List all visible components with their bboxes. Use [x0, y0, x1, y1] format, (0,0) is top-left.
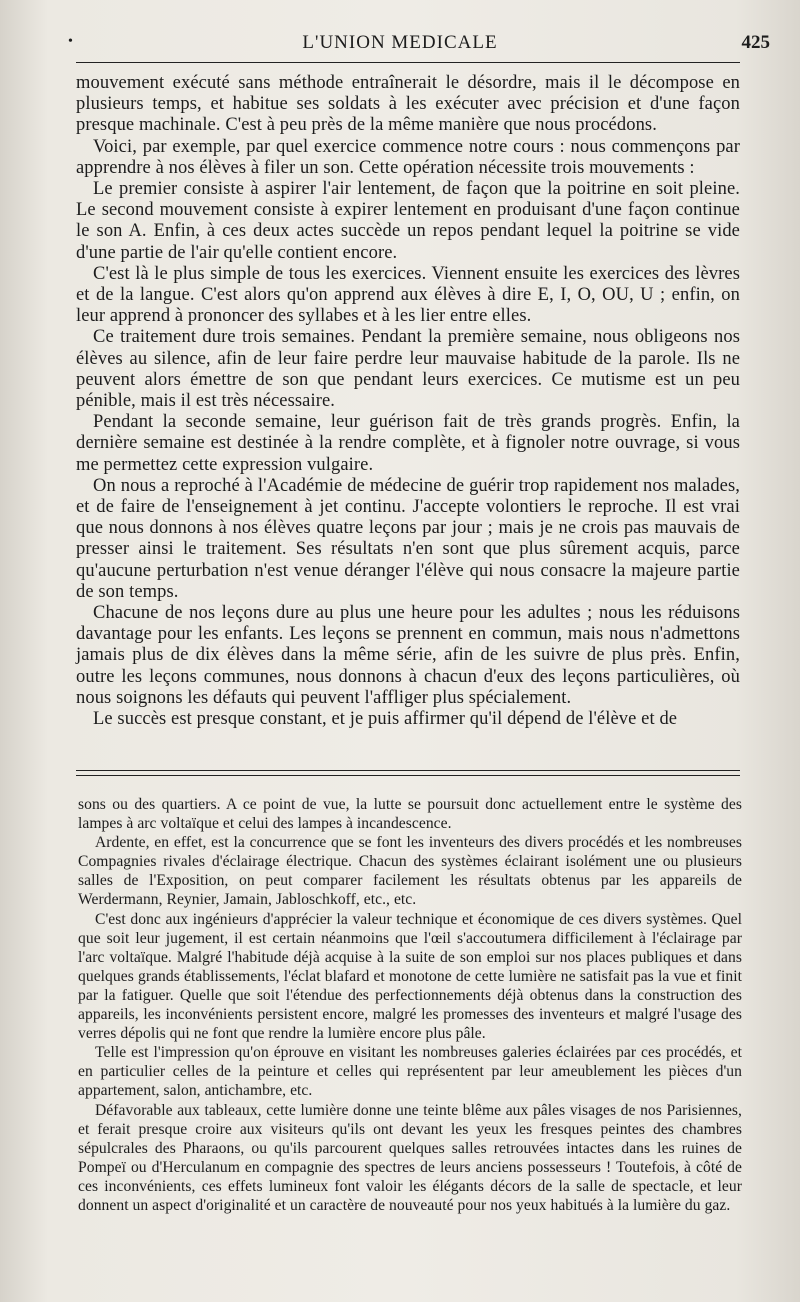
- main-body: [76, 73, 740, 730]
- running-header: [0, 28, 800, 58]
- feuilleton-paragraph: C'est donc aux ingénieurs d'apprécier la valeur technique et économique de ces divers systèmes. Quel que soit leur jugement, il est certain néanmoins que l'œil s'accoutumera difficilement à l'éclairage par l'arc voltaïque. Malgré l'habitude déjà acquise à la suite de son emploi sur nos places publiques et dans quelques grands établissements, l'éclat blafard et monotone de cette lumière ne satisfait pas la vue et finit par la fatiguer. Quelle que soit l'étendue des perfectionnements déjà obtenus dans la construction des appareils, les inconvénients persistent encore, malgré les promesses des inventeurs et malgré l'usage des verres dépolis qui ne font que rendre la lumière encore plus pâle.: [78, 910, 742, 1043]
- body-paragraph: C'est là le plus simple de tous les exercices. Viennent ensuite les exercices des lèvres et de la langue. C'est alors qu'on apprend aux élèves à dire E, I, O, OU, U ; enfin, on leur apprend à prononcer des syllabes et à les lier entre elles.: [76, 263, 740, 327]
- body-paragraph: Voici, par exemple, par quel exercice commence notre cours : nous commençons par apprendre à nos élèves à filer un son. Cette opération nécessite trois mouvements :: [76, 136, 740, 178]
- feuilleton-paragraph: Telle est l'impression qu'on éprouve en visitant les nombreuses galeries éclairées par ces procédés, et en particulier celles de la peinture et celles qui représentent par leur ameublement les pièces d'un appartement, salon, antichambre, etc.: [78, 1044, 742, 1100]
- body-paragraph: Le succès est presque constant, et je puis affirmer qu'il dépend de l'élève et de: [93, 709, 678, 730]
- feuilleton-paragraph: sons ou des quartiers. A ce point de vue, la lutte se poursuit donc actuellement entre le système des lampes à arc voltaïque et celui des lampes à incandescence.: [78, 796, 742, 833]
- header-mark: •: [68, 34, 73, 49]
- journal-title: L'UNION MEDICALE: [302, 32, 498, 53]
- body-paragraph: Le premier consiste à aspirer l'air lentement, de façon que la poitrine en soit pleine. Le second mouvement consiste à expirer lentement en produisant d'une façon continue le son A. Enfin, à ces deux actes succède un repos pendant lequel la poitrine se vide d'une partie de l'air qu'elle contient encore.: [76, 179, 740, 263]
- feuilleton-text: [78, 795, 742, 1215]
- body-paragraph: Chacune de nos leçons dure au plus une heure pour les adultes ; nous les réduisons davantage pour les enfants. Les leçons se prennent en commun, mais nous n'admettons jamais plus de dix élèves dans la même série, afin de les suivre de plus près. Enfin, outre les leçons communes, nous donnons à chacun d'eux des leçons particulières, où nous soignons les défauts qui peuvent l'affliger plus spécialement.: [76, 603, 740, 708]
- body-paragraph: Ce traitement dure trois semaines. Pendant la première semaine, nous obligeons nos élèves au silence, afin de leur faire perdre leur mauvaise habitude de la parole. Ils ne peuvent alors émettre de son que pendant leurs exercices. Ce mutisme est un peu pénible, mais il est très nécessaire.: [76, 327, 740, 412]
- header-rule: [76, 62, 740, 63]
- body-paragraph: Pendant la seconde semaine, leur guérison fait de très grands progrès. Enfin, la dernière semaine est destinée à la rendre complète, et à fignoler notre ouvrage, si vous me permettez cette expression vulgaire.: [76, 412, 740, 475]
- feuilleton-rule: [76, 770, 740, 776]
- body-paragraph: mouvement exécuté sans méthode entraînerait le désordre, mais il le décompose en plusieurs temps, et habitue ses soldats à les exécuter avec précision et d'une façon presque machinale. C'est à peu près de la même manière que nous procédons.: [76, 73, 740, 136]
- feuilleton-paragraph: Ardente, en effet, est la concurrence que se font les inventeurs des divers procédés et les nombreuses Compagnies rivales d'éclairage électrique. Chacun des systèmes éclairant isolément une ou plusieurs salles de l'Exposition, on peut comparer facilement les résultats obtenus par les appareils de Werdermann, Reynier, Jamain, Jabloschkoff, etc., etc.: [78, 834, 742, 909]
- feuilleton-paragraph: Défavorable aux tableaux, cette lumière donne une teinte blême aux pâles visages de nos Parisiennes, et ferait presque croire aux visiteurs qu'ils ont devant les yeux les fresques peintes des chambres sépulcrales des Pharaons, ou qu'ils parcourent quelques salles retrouvées intactes dans les ruines de Pompeï ou d'Herculanum en compagnie des spectres de leurs anciens possesseurs ! Toutefois, à côté de ces inconvénients, ces effets lumineux font valoir les élégants décors de la salle de spectacle, et leur donnent un aspect d'originalité et un caractère de nouveauté pour nos yeux habitués à la lumière du gaz.: [78, 1101, 742, 1214]
- page-number: 425: [741, 32, 770, 53]
- body-paragraph: On nous a reproché à l'Académie de médecine de guérir trop rapidement nos malades, et de faire de l'enseignement à jet continu. J'accepte volontiers le reproche. Il est vrai que nous donnons à nos élèves quatre leçons par jour ; mais je ne crois pas mauvais de presser ainsi le traitement. Ses résultats n'en sont que plus sûrement acquis, parce qu'aucune perturbation n'est venue déranger l'élève qui nous consacre la majeure partie de son temps.: [76, 475, 740, 602]
